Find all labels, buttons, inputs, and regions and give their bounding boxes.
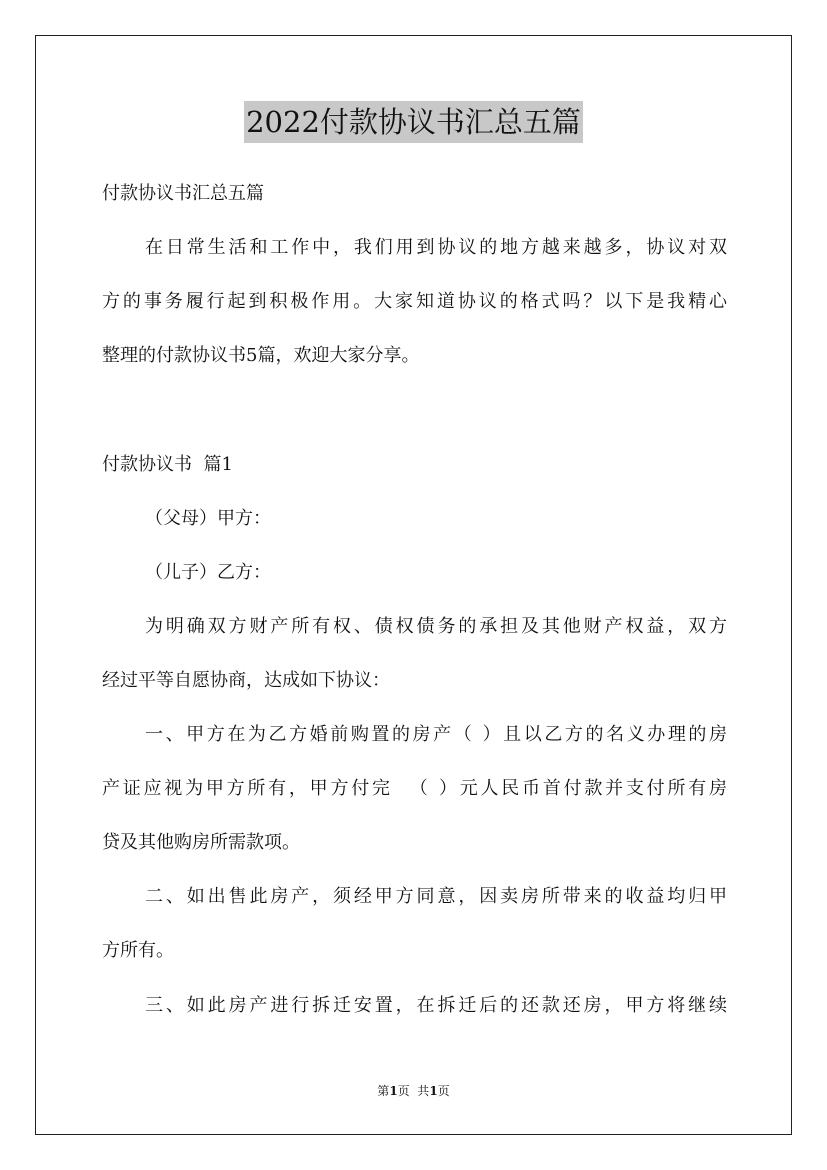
party-b-label: （儿子）乙方：	[145, 562, 271, 583]
footer-total-pages: 1	[429, 1084, 438, 1098]
footer-mid: 页 共	[397, 1084, 430, 1098]
body-line-6: 二、如出售此房产，须经甲方同意，因卖房所带来的收益均归甲	[145, 886, 727, 907]
body-line-2: 经过平等自愿协商，达成如下协议：	[102, 670, 390, 691]
body-line-5: 贷及其他购房所需款项。	[102, 832, 300, 853]
footer-page-number: 1	[389, 1084, 398, 1098]
document-title: 2022付款协议书汇总五篇	[244, 101, 583, 143]
body-line-4: 产证应视为甲方所有，甲方付完 （ ）元人民币首付款并支付所有房	[102, 778, 727, 799]
body-line-1: 为明确双方财产所有权、债权债务的承担及其他财产权益，双方	[145, 616, 727, 637]
body-line-3: 一、甲方在为乙方婚前购置的房产（ ）且以乙方的名义办理的房	[145, 724, 727, 745]
intro-line-2: 方的事务履行起到积极作用。大家知道协议的格式吗？以下是我精心	[102, 291, 727, 312]
footer-prefix: 第	[377, 1084, 390, 1098]
section-heading: 付款协议书 篇1	[102, 454, 233, 475]
body-line-7: 方所有。	[102, 940, 174, 961]
footer-suffix: 页	[437, 1084, 450, 1098]
document-subtitle: 付款协议书汇总五篇	[102, 183, 264, 204]
page-footer	[0, 1082, 827, 1100]
intro-line-1: 在日常生活和工作中，我们用到协议的地方越来越多，协议对双	[145, 237, 727, 258]
intro-line-3: 整理的付款协议书5篇，欢迎大家分享。	[102, 345, 420, 366]
body-line-8: 三、如此房产进行拆迁安置，在拆迁后的还款还房，甲方将继续	[145, 995, 727, 1016]
title-container	[0, 101, 827, 143]
party-a-label: （父母）甲方：	[145, 508, 271, 529]
